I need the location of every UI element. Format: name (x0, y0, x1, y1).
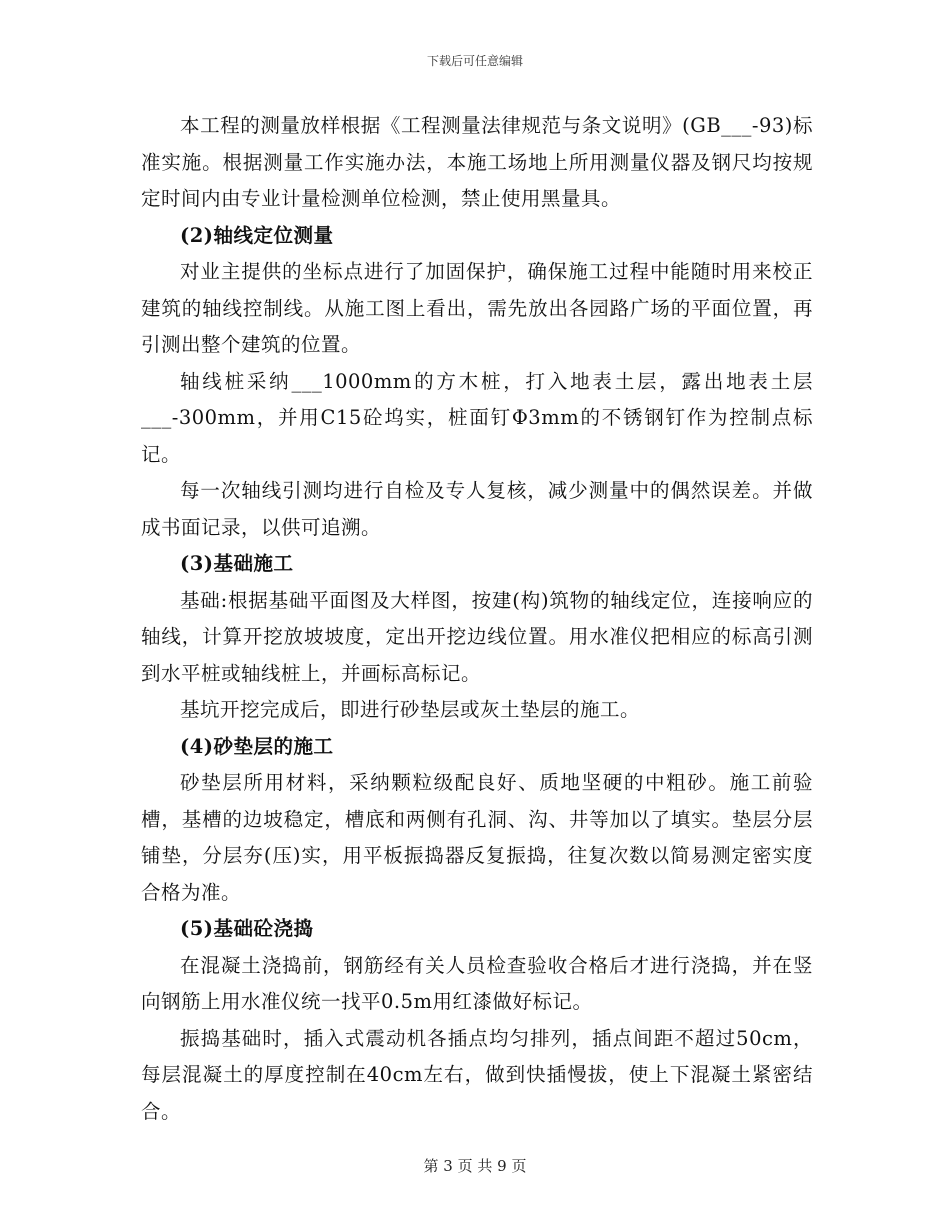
section-heading-foundation: (3)基础施工 (180, 552, 294, 575)
section-heading-axis-positioning: (2)轴线定位测量 (180, 223, 334, 247)
document-body (141, 108, 813, 1130)
paragraph-axis-check: 每一次轴线引测均进行自检及专人复核，减少测量中的偶然误差。并做成书面记录，以供可追溯。 (141, 479, 813, 539)
section-heading-sand-cushion: (4)砂垫层的施工 (180, 734, 334, 758)
paragraph-foundation-layout: 基础:根据基础平面图及大样图，按建(构)筑物的轴线定位，连接响应的轴线，计算开挖放坡坡度，定出开挖边线位置。用水准仪把相应的标高引测到水平桩或轴线桩上，并画标高标记。 (141, 588, 813, 685)
paragraph-sand-cushion: 砂垫层所用材料，采纳颗粒级配良好、质地坚硬的中粗砂。施工前验槽，基槽的边坡稳定，槽底和两侧有孔洞、沟、井等加以了填实。垫层分层铺垫，分层夯(压)实，用平板振捣器反复振捣，往复次数以简易测定密实度合格为准。 (141, 771, 813, 904)
paragraph-survey-standard: 本工程的测量放样根据《工程测量法律规范与条文说明》(GB___-93)标准实施。根据测量工作实施办法，本施工场地上所用测量仪器及钢尺均按规定时间内由专业计量检测单位检测，禁止使用黑量具。 (141, 114, 813, 210)
page-footer: 第 3 页 共 9 页 (423, 1157, 527, 1175)
paragraph-axis-control: 对业主提供的坐标点进行了加固保护，确保施工过程中能随时用来校正建筑的轴线控制线。从施工图上看出，需先放出各园路广场的平面位置，再引测出整个建筑的位置。 (141, 260, 813, 356)
paragraph-concrete-vibration: 振捣基础时，插入式震动机各插点均匀排列，插点间距不超过50cm，每层混凝土的厚度控制在40cm左右，做到快插慢拔，使上下混凝土紧密结合。 (141, 1026, 813, 1123)
section-heading-concrete-pouring: (5)基础砼浇捣 (180, 917, 314, 940)
paragraph-foundation-pit: 基坑开挖完成后，即进行砂垫层或灰土垫层的施工。 (180, 698, 641, 721)
page-header: 下载后可任意编辑 (426, 54, 523, 68)
paragraph-concrete-pre-check: 在混凝土浇捣前，钢筋经有关人员检查验收合格后才进行浇捣，并在竖向钢筋上用水准仪统一找平0.5m用红漆做好标记。 (141, 953, 813, 1013)
paragraph-axis-stake: 轴线桩采纳___1000mm的方木桩，打入地表土层，露出地表土层___-300mm，并用C15砼坞实，桩面钉Φ3mm的不锈钢钉作为控制点标记。 (141, 369, 813, 466)
